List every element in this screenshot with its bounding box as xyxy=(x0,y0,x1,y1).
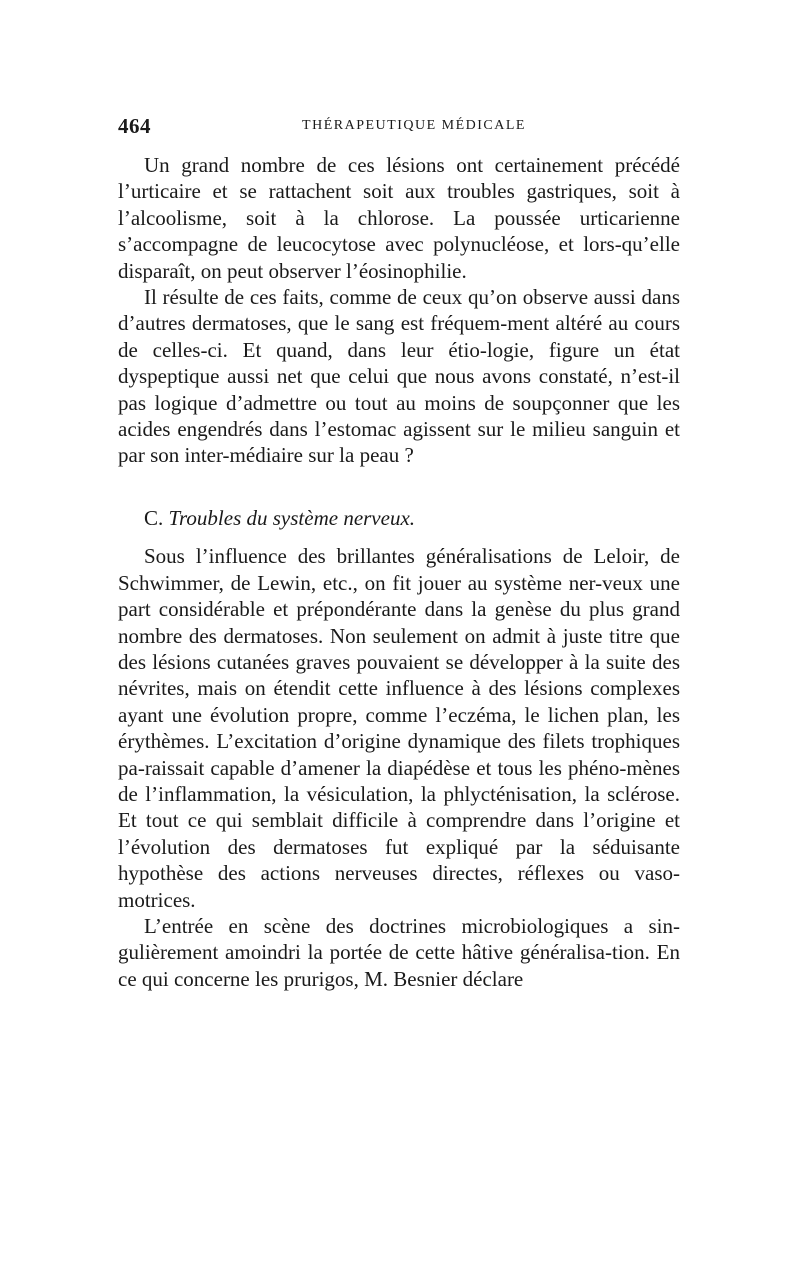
running-head xyxy=(118,108,680,142)
paragraph-doctrines-microbiologiques: L’entrée en scène des doctrines microbiologiques a sin-gulièrement amoindri la portée de cette hâtive généralisa-tion. En ce qui concerne les prurigos, M. Besnier déclare xyxy=(118,913,680,991)
paragraph-dermatoses-sang: Il résulte de ces faits, comme de ceux qu’on observe aussi dans d’autres dermatoses, que le sang est fréquem-ment altéré au cours de celles-ci. Et quand, dans leur étio-logie, figure un état dyspeptique aussi net que celui que nous avons constaté, n’est-il pas logique d’admettre ou tout au moins de soupçonner que les acides engendrés dans l’estomac agissent sur le milieu sanguin et par son inter-médiaire sur la peau ? xyxy=(118,285,680,468)
book-page xyxy=(118,108,680,992)
section-label: C. xyxy=(144,505,164,530)
paragraph-systeme-nerveux: Sous l’influence des brillantes généralisations de Leloir, de Schwimmer, de Lewin, etc., on fit jouer au système ner-veux une part considérable et prépondérante dans la genèse du plus grand nombre des dermatoses. Non seulement on admit à juste titre que des lésions cutanées graves pouvaient se développer à la suite des névrites, mais on étendit cette influence à des lésions complexes ayant une évolution propre, comme l’eczéma, le lichen plan, les érythèmes. L’excitation d’origine dynamique des filets trophiques pa-raissait capable d’amener la diapédèse et tous les phéno-mènes de l’inflammation, la vésiculation, la phlycténisation, la sclérose. Et tout ce qui semblait difficile à comprendre dans l’origine et l’évolution des dermatoses fut expliqué par la séduisante hypothèse des actions nerveuses directes, réflexes ou vaso-motrices. xyxy=(118,544,680,912)
section-title: Troubles du système nerveux. xyxy=(168,505,416,530)
running-title: THÉRAPEUTIQUE MÉDICALE xyxy=(302,118,526,133)
paragraph-urticaire: Un grand nombre de ces lésions ont certainement précédé l’urticaire et se rattachent soit aux troubles gastriques, soit à l’alcoolisme, soit à la chlorose. La poussée urticarienne s’accompagne de leucocytose avec polynucléose, et lors-qu’elle disparaît, on peut observer l’éosinophilie. xyxy=(118,153,680,283)
section-heading xyxy=(118,505,680,531)
page-number: 464 xyxy=(118,114,151,138)
